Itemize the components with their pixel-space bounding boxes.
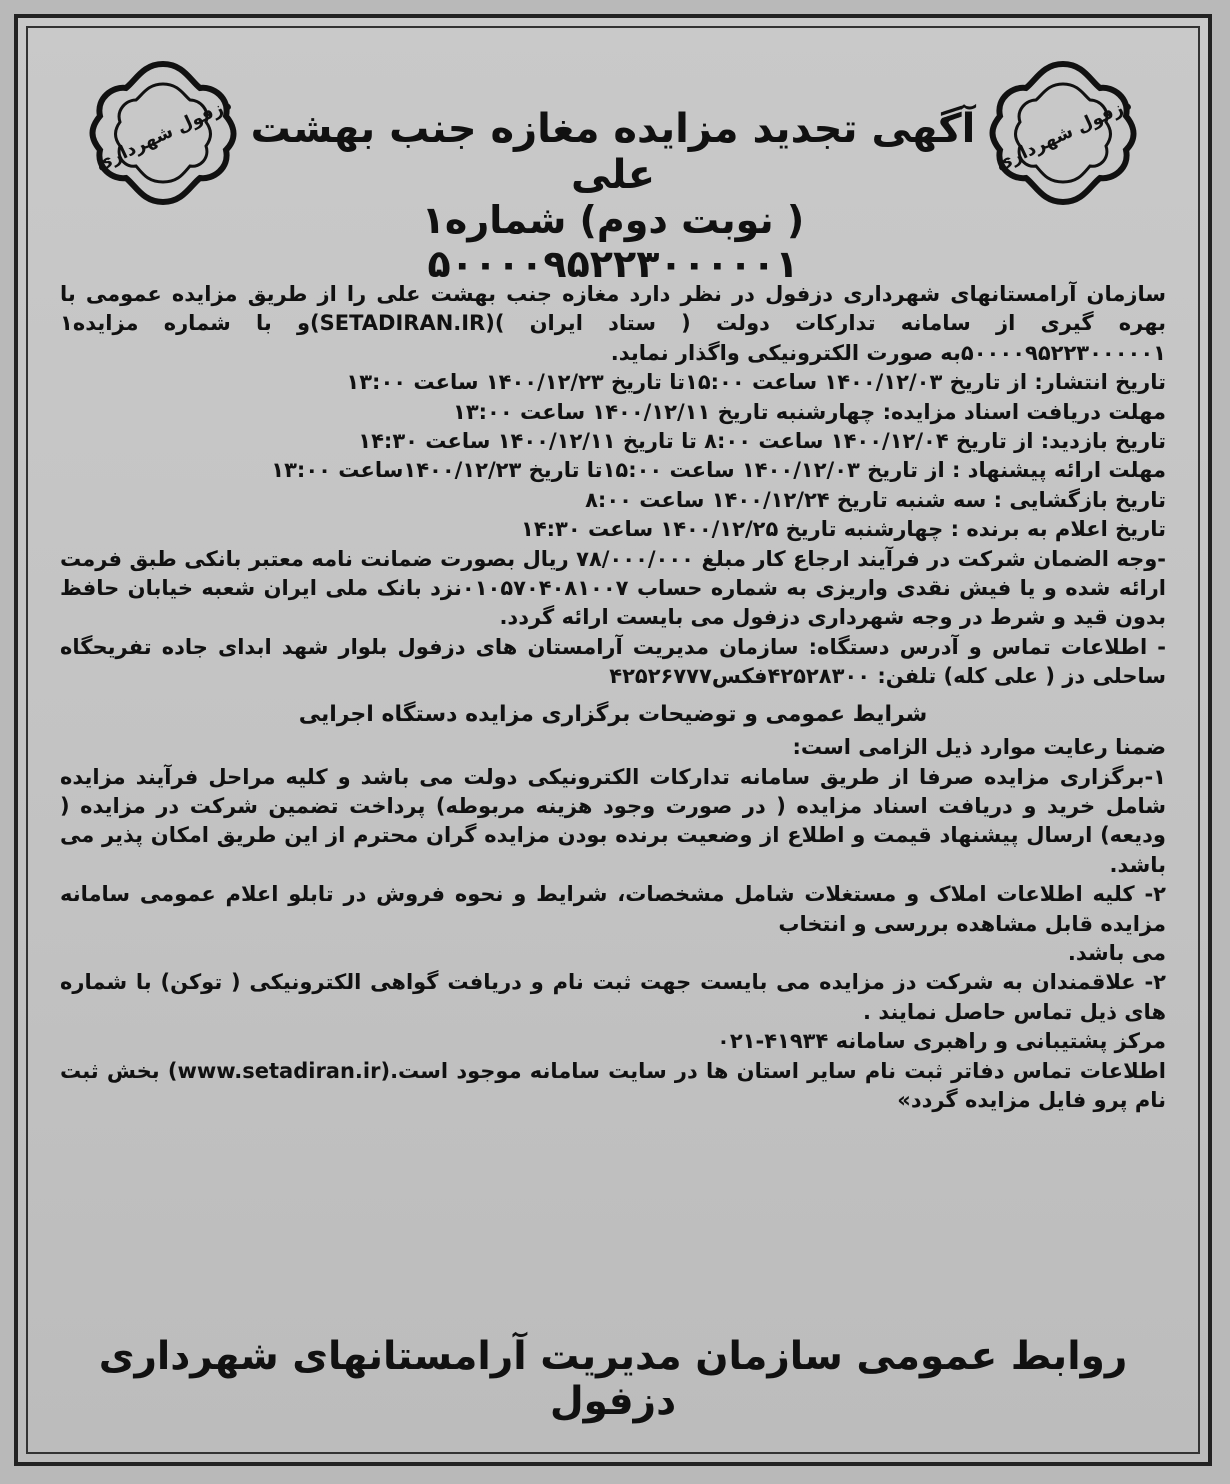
contact-paragraph: - اطلاعات تماس و آدرس دستگاه: سازمان مدیریت آرامستان های دزفول بلوار شهد ابدای جاده تفریحگاه ساحلی دز ( علی کله) تلفن: ۴۲۵۲۸۳۰۰فکس۴۲۵۲۶۷۷۷ [60, 634, 1166, 689]
municipality-logo-right [988, 58, 1138, 208]
notice-frame [14, 14, 1212, 1466]
notice-subtitle: ( نوبت دوم) شماره۱ ۵۰۰۰۰۹۵۲۲۳۰۰۰۰۰۱ [421, 198, 805, 286]
date-line-publish: تاریخ انتشار: از تاریخ ۱۴۰۰/۱۲/۰۳ ساعت ۱۵:۰۰تا تاریخ ۱۴۰۰/۱۲/۲۳ ساعت ۱۳:۰۰ [346, 370, 1166, 395]
condition-item: می باشد. [1067, 940, 1166, 965]
guarantee-paragraph: -وجه الضمان شرکت در فرآیند ارجاع کار مبلغ ۷۸/۰۰۰/۰۰۰ ریال بصورت ضمانت نامه معتبر بانکی طبق فرمت ارائه شده و یا فیش نقدی واریزی به شماره حساب ۰۱۰۵۷۰۴۰۸۱۰۰۷نزد بانک ملی ایران شعبه خیابان حافظ بدون قید و شرط در وجه شهرداری دزفول می بایست ارائه گردد. [60, 546, 1166, 630]
conditions-intro: ضمنا رعایت موارد ذیل الزامی است: [792, 735, 1166, 760]
municipality-logo-left [88, 58, 238, 208]
condition-item: اطلاعات تماس دفاتر ثبت نام سایر استان ها در سایت سامانه موجود است.(www.setadiran.ir) بخش ثبت نام پرو فایل مزایده گردد» [60, 1058, 1166, 1112]
condition-item: ۲- کلیه اطلاعات املاک و مستغلات شامل مشخصات، شرایط و نحوه فروش در تابلو اعلام عمومی سامانه مزایده قابل مشاهده بررسی و انتخاب [60, 882, 1166, 936]
intro-paragraph: سازمان آرامستانهای شهرداری دزفول در نظر دارد مغازه جنب بهشت علی را از طریق مزایده عمومی با بهره گیری از سامانه تدارکات دولت ( ستاد ایران )(SETADIRAN.IR)و با شماره مزایده۱ ۵۰۰۰۰۹۵۲۲۳۰۰۰۰۰۱به صورت الکترونیکی واگذار نماید. [60, 282, 1166, 365]
footer-signature: روابط عمومی سازمان مدیریت آرامستانهای شهرداری دزفول [98, 1334, 1128, 1424]
logo-text-right: دزفول شهرداری [992, 93, 1135, 176]
date-line-winner: تاریخ اعلام به برنده : چهارشنبه تاریخ ۱۴۰۰/۱۲/۲۵ ساعت ۱۴:۳۰ [521, 517, 1166, 542]
logo-text-left: دزفول شهرداری [92, 93, 235, 176]
conditions-heading: شرایط عمومی و توضیحات برگزاری مزایده دستگاه اجرایی [298, 701, 928, 727]
date-line-documents: مهلت دریافت اسناد مزایده: چهارشنبه تاریخ ۱۴۰۰/۱۲/۱۱ ساعت ۱۳:۰۰ [453, 399, 1166, 424]
date-line-visit: تاریخ بازدید: از تاریخ ۱۴۰۰/۱۲/۰۴ ساعت ۸:۰۰ تا تاریخ ۱۴۰۰/۱۲/۱۱ ساعت ۱۴:۳۰ [358, 429, 1166, 454]
condition-item: ۲- علاقمندان به شرکت دز مزایده می بایست جهت ثبت نام و دریافت گواهی الکترونیکی ( توکن) با شماره های ذیل تماس حاصل نمایند . [60, 970, 1166, 1024]
date-line-offers: مهلت ارائه پیشنهاد : از تاریخ ۱۴۰۰/۱۲/۰۳ ساعت ۱۵:۰۰تا تاریخ ۱۴۰۰/۱۲/۲۳ساعت ۱۳:۰۰ [271, 458, 1166, 483]
notice-body [60, 280, 1166, 1115]
date-line-opening: تاریخ بازگشایی : سه شنبه تاریخ ۱۴۰۰/۱۲/۲۴ ساعت ۸:۰۰ [585, 487, 1166, 512]
condition-item: مرکز پشتیبانی و راهبری سامانه ۴۱۹۳۴-۰۲۱ [717, 1029, 1166, 1054]
condition-item: ۱-برگزاری مزایده صرفا از طریق سامانه تدارکات الکترونیکی دولت می باشد و کلیه مراحل فرآیند مزایده شامل خرید و دریافت اسناد مزایده ( در صورت وجود هزینه مربوطه) پرداخت تضمین شرکت در مزایده ( ودیعه) ارسال پیشنهاد قیمت و اطلاع از وضعیت برنده بودن مزایده گران محترم از این طریق امکان پذیر می باشد. [60, 764, 1166, 877]
notice-title: آگهی تجدید مزایده مغازه جنب بهشت علی [250, 106, 976, 198]
